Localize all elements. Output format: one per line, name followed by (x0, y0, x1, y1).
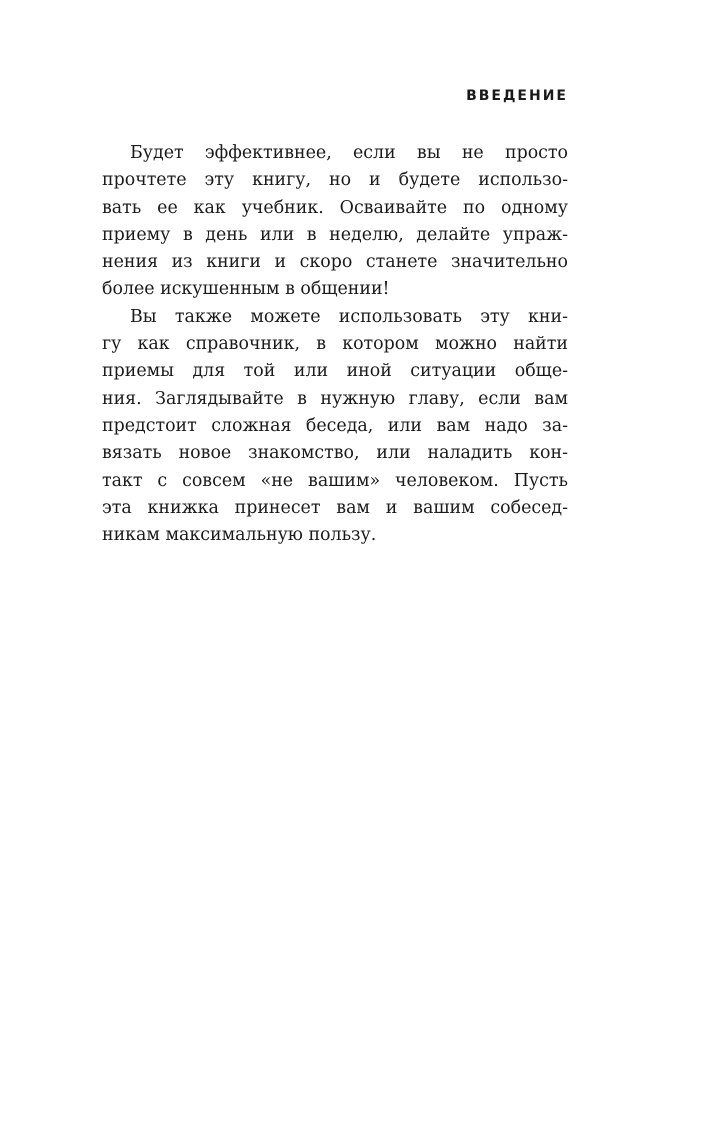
body-text (102, 140, 568, 549)
paragraph-2 (102, 304, 568, 550)
text-line: предстоит сложная беседа, или вам надо за- (102, 415, 568, 436)
text-line: нения из книги и скоро станете значительно (102, 252, 568, 273)
text-line: Вы также можете использовать эту кни- (130, 306, 568, 327)
text-line: гу как справочник, в котором можно найти (102, 334, 568, 355)
text-line: ния. Заглядывайте в нужную главу, если вам (102, 388, 568, 409)
text-line: приему в день или в неделю, делайте упраж- (102, 224, 568, 245)
text-line: вязать новое знакомство, или наладить кон- (102, 443, 568, 464)
text-line: более искушенным в общении! (102, 279, 390, 300)
text-line: Будет эффективнее, если вы не просто (130, 143, 568, 163)
paragraph-1 (102, 140, 568, 304)
text-line: прочтете эту книгу, но и будете использо- (102, 170, 568, 191)
text-line: такт с совсем «не вашим» человеком. Пусть (102, 470, 568, 491)
text-line: приемы для той или иной ситуации обще- (102, 361, 568, 382)
text-line: никам максимальную пользу. (102, 525, 377, 546)
running-head: ВВЕДЕНИЕ (466, 88, 568, 104)
text-line: вать ее как учебник. Осваивайте по одному (102, 197, 568, 218)
text-line: эта книжка принесет вам и вашим собесед- (102, 497, 568, 518)
